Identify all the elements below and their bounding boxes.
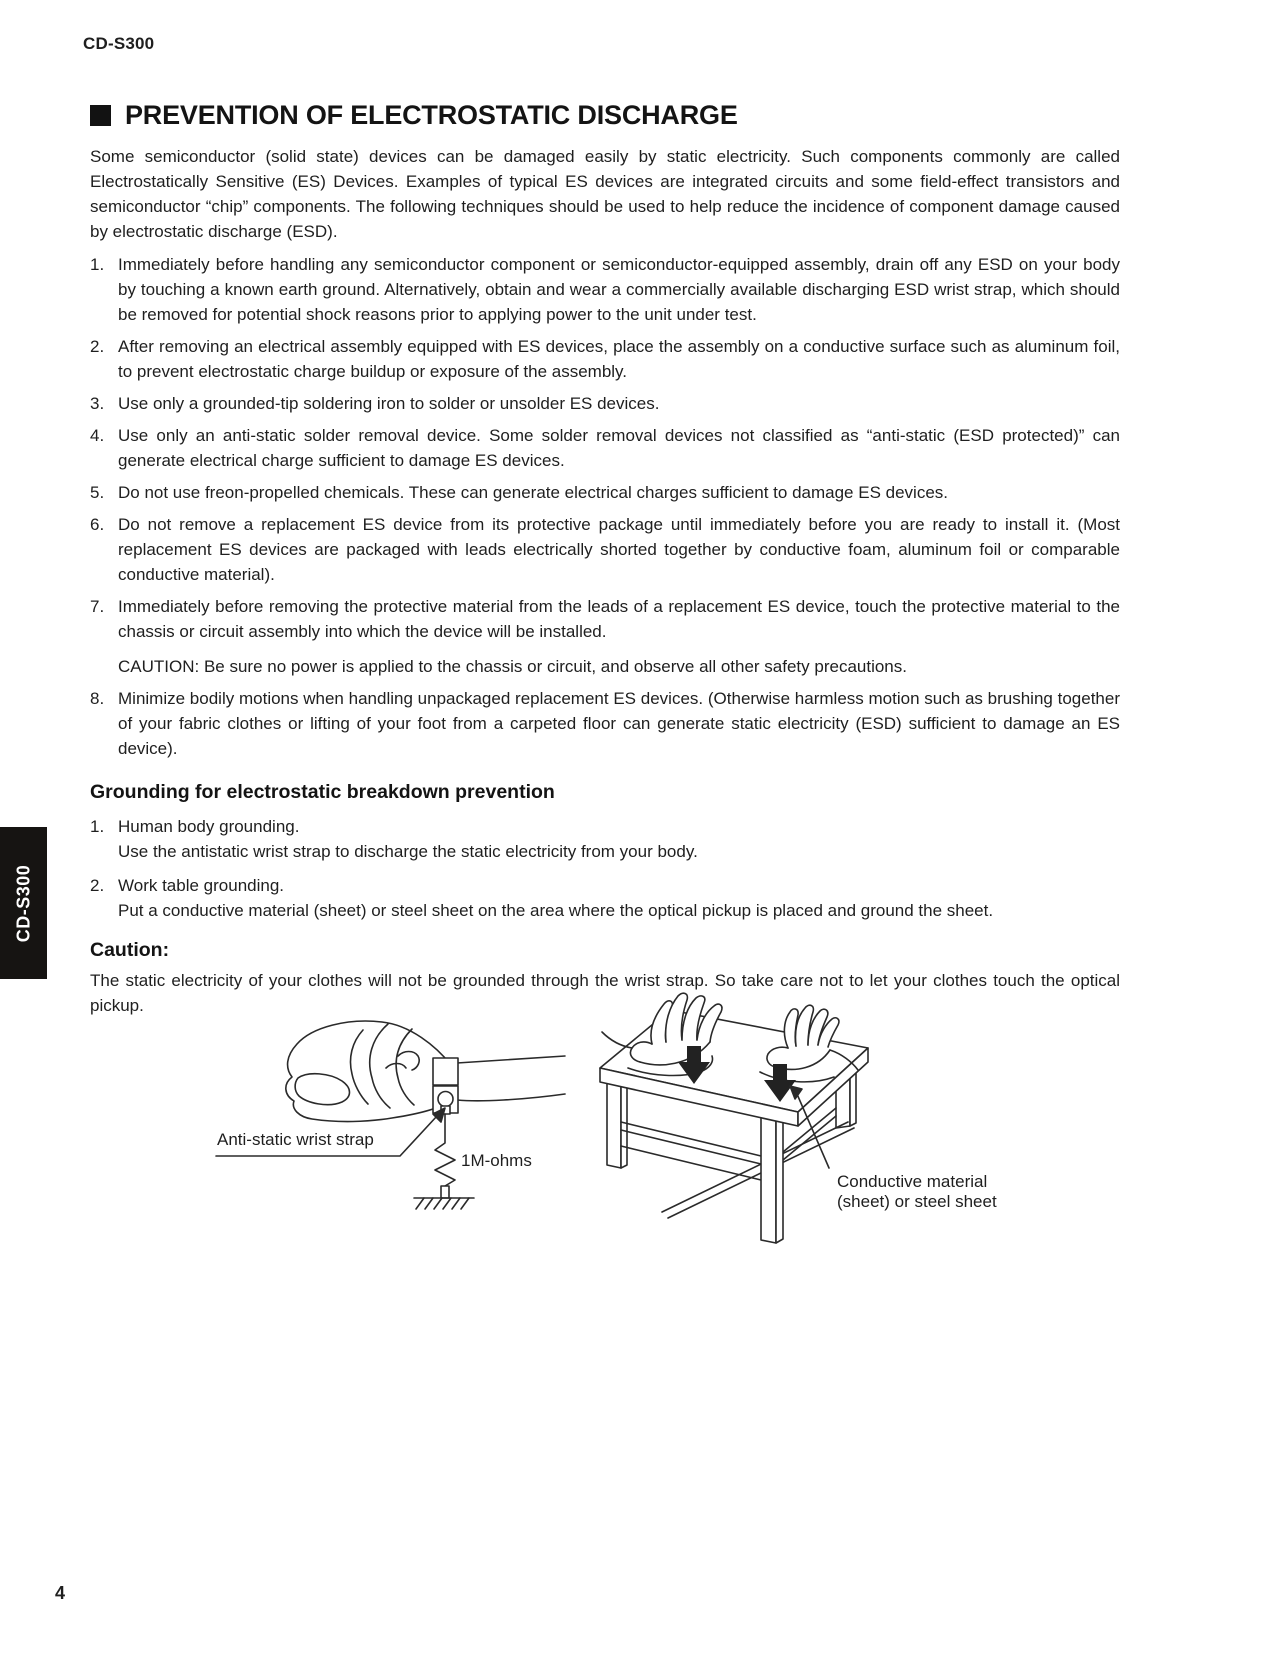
grounding-item-detail: Use the antistatic wrist strap to discharge the static electricity from your body. (118, 842, 698, 861)
list-number: 7. (90, 597, 105, 616)
list-text: Immediately before handling any semiconductor component or semiconductor-equipped assembly, drain off any ESD on your body by touching a known earth ground. Alternatively, obtain and wear a commercially available discharging ESD wrist strap, which should be removed for potential shock reasons prior to applying power to the unit under test. (118, 255, 1120, 324)
ground-symbol (414, 1198, 474, 1209)
list-number: 6. (90, 515, 105, 534)
list-number: 4. (90, 426, 105, 445)
list-text-main: Immediately before removing the protective material from the leads of a replacement ES device, touch the protective material to the chassis or circuit assembly into which the device will be installed. (118, 597, 1120, 641)
list-number: 1. (90, 817, 105, 836)
grounding-item-title: Work table grounding. (118, 876, 285, 895)
list-text: Use only an anti-static solder removal device. Some solder removal devices not classified as “anti-static (ESD protected)” can generate electrical charge sufficient to damage ES devices. (118, 426, 1120, 470)
list-text (118, 594, 1120, 679)
list-number: 3. (90, 394, 105, 413)
list-text: After removing an electrical assembly equipped with ES devices, place the assembly on a conductive surface such as aluminum foil, to prevent electrostatic charge buildup or exposure of the assembly. (118, 337, 1120, 381)
grounding-section-heading: Grounding for electrostatic breakdown prevention (90, 781, 555, 803)
document-model-header: CD-S300 (83, 34, 155, 53)
conductive-sheet-label-line2: (sheet) or steel sheet (837, 1192, 997, 1211)
esd-list-item (90, 252, 1120, 327)
list-number: 2. (90, 876, 105, 895)
esd-list-item (90, 594, 1120, 679)
grounding-figure (0, 950, 1269, 1260)
list-number: 5. (90, 483, 105, 502)
list-text: Do not remove a replacement ES device from its protective package until immediately before you are ready to install it. (Most replacement ES devices are packaged with leads electrically shorted together by conductive foam, aluminum foil or comparable conductive material). (118, 515, 1120, 584)
resistor-value-label: 1M-ohms (461, 1151, 532, 1170)
grounding-item-body (118, 873, 1120, 923)
conductive-sheet-label-line1: Conductive material (837, 1172, 988, 1191)
grounding-line-art (0, 950, 1269, 1260)
list-number: 2. (90, 337, 105, 356)
grounding-list-item (90, 814, 1120, 864)
list-text: Minimize bodily motions when handling unpackaged replacement ES devices. (Otherwise harmless motion such as brushing together of your fabric clothes or lifting of your foot from a carpeted floor can generate static electricity (ESD) sufficient to damage an ES device). (118, 689, 1120, 758)
forearm-bottom-line (457, 1094, 565, 1101)
forearm-top-line (457, 1056, 565, 1063)
caution-paragraph: The static electricity of your clothes will not be grounded through the wrist strap. So take care not to let your clothes touch the optical pickup. (90, 971, 1120, 1015)
esd-list-item (90, 391, 1120, 416)
esd-list-item (90, 334, 1120, 384)
list-number: 1. (90, 255, 105, 274)
page-content (90, 100, 1120, 1018)
grounding-item-detail: Put a conductive material (sheet) or steel sheet on the area where the optical pickup is placed and ground the sheet. (118, 901, 994, 920)
list-number: 8. (90, 689, 105, 708)
resistor-symbol (435, 1114, 455, 1198)
grounding-item-title: Human body grounding. (118, 817, 300, 836)
esd-list-item (90, 686, 1120, 761)
esd-list-item (90, 512, 1120, 587)
list-text: Do not use freon-propelled chemicals. These can generate electrical charges sufficient to damage ES devices. (118, 483, 949, 502)
conductive-sheet-label (837, 1172, 997, 1212)
grounding-item-body (118, 814, 1120, 864)
intro-paragraph: Some semiconductor (solid state) devices can be damaged easily by static electricity. Such components commonly are called Electrostatically Sensitive (ES) Devices. Examples of typical ES devices are integrated circuits and some field-effect transistors and semiconductor “chip” components. The following techniques should be used to help reduce the incidence of component damage caused by electrostatic discharge (ESD). (90, 147, 1120, 241)
page-number: 4 (55, 1583, 66, 1603)
wrist-strap (433, 1058, 458, 1114)
esd-list-item (90, 423, 1120, 473)
caution-heading: Caution: (90, 939, 170, 961)
wrist-strap-label: Anti-static wrist strap (217, 1130, 374, 1149)
table-rail-left (621, 1122, 761, 1164)
grounding-list-item (90, 873, 1120, 923)
table-cross-brace (662, 1122, 854, 1218)
page-title: PREVENTION OF ELECTROSTATIC DISCHARGE (125, 100, 738, 130)
section-title-row (90, 100, 1120, 131)
side-tab (0, 827, 47, 979)
esd-list-item (90, 480, 1120, 505)
side-tab-label: CD-S300 (13, 864, 33, 942)
list-text: Use only a grounded-tip soldering iron to solder or unsolder ES devices. (118, 394, 660, 413)
fist-hand-illustration (286, 1021, 565, 1121)
list-item-caution-note: CAUTION: Be sure no power is applied to the chassis or circuit, and observe all other safety precautions. (118, 657, 907, 676)
section-marker-square-icon (90, 105, 111, 126)
